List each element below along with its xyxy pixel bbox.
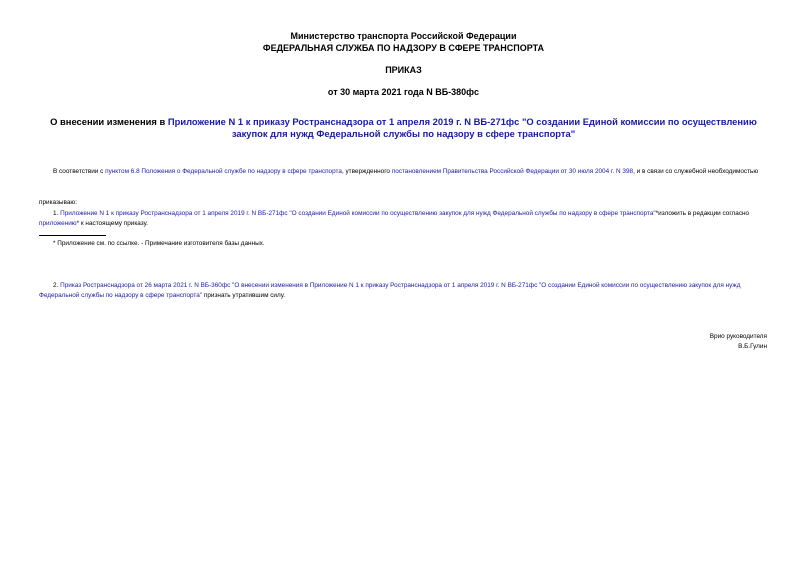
- footnote-divider: [39, 235, 106, 236]
- item-1-appendix-ref-link[interactable]: приложению: [39, 220, 77, 227]
- item-1-number: 1.: [53, 210, 61, 217]
- item-2-order-link[interactable]: Приказ Ространснадзора от 26 марта 2021 г. N ВБ-360фс "О внесении изменения в Приложение N 1 к приказу Ространснадзора от 1 апреля 2019 г. N ВБ-271фс "О создании Единой комиссии по осуществлению закупок для нужд Федеральной службы по надзору в сфере транспорта": [39, 282, 741, 299]
- item-2-number: 2.: [53, 282, 61, 289]
- title-prefix: О внесении изменения в: [50, 116, 168, 127]
- document-type: ПРИКАЗ: [385, 65, 422, 75]
- ministry-name: Министерство транспорта Российской Федерации: [290, 31, 517, 41]
- preamble-resolution-link[interactable]: постановлением Правительства Российской Федерации от 30 июля 2004 г. N 398: [391, 168, 634, 175]
- item-1-text-2: * к настоящему приказу.: [76, 220, 148, 227]
- preamble-text-1: В соответствии с: [53, 168, 106, 175]
- order-item-1: [39, 209, 771, 229]
- document-date: от 30 марта 2021 года N ВБ-380фс: [327, 87, 480, 97]
- footnote: * Приложение см. по ссылке. - Примечание изготовителя базы данных.: [53, 240, 265, 247]
- preamble-paragraph: [39, 167, 771, 177]
- service-name: ФЕДЕРАЛЬНАЯ СЛУЖБА ПО НАДЗОРУ В СФЕРЕ ТРАНСПОРТА: [262, 43, 545, 53]
- title-appendix-link[interactable]: Приложение N 1 к приказу Ространснадзора от 1 апреля 2019 г. N ВБ-271фс "О создании Единой комиссии по осуществлению закупок для нужд Федеральной службы по надзору в сфере транспорта": [167, 116, 757, 139]
- document-title: [36, 116, 771, 140]
- signature-name: В.Б.Гулин: [738, 343, 767, 350]
- item-1-appendix-link[interactable]: Приложение N 1 к приказу Ространснадзора от 1 апреля 2019 г. N ВБ-271фс "О создании Единой комиссии по осуществлению закупок для нужд Федеральной службы по надзору в сфере транспорта": [60, 210, 656, 217]
- signature-position: Врио руководителя: [709, 333, 767, 340]
- order-item-2: [39, 281, 771, 301]
- item-2-text: признать утратившим силу.: [202, 292, 286, 299]
- order-word: приказываю:: [39, 199, 77, 206]
- item-1-text-1: *изложить в редакции согласно: [655, 210, 750, 217]
- preamble-text-2: , утвержденного: [341, 168, 392, 175]
- preamble-text-3: , и в связи со служебной необходимостью: [633, 168, 759, 175]
- preamble-regulation-link[interactable]: пунктом 6.8 Положения о Федеральной службе по надзору в сфере транспорта: [105, 168, 342, 175]
